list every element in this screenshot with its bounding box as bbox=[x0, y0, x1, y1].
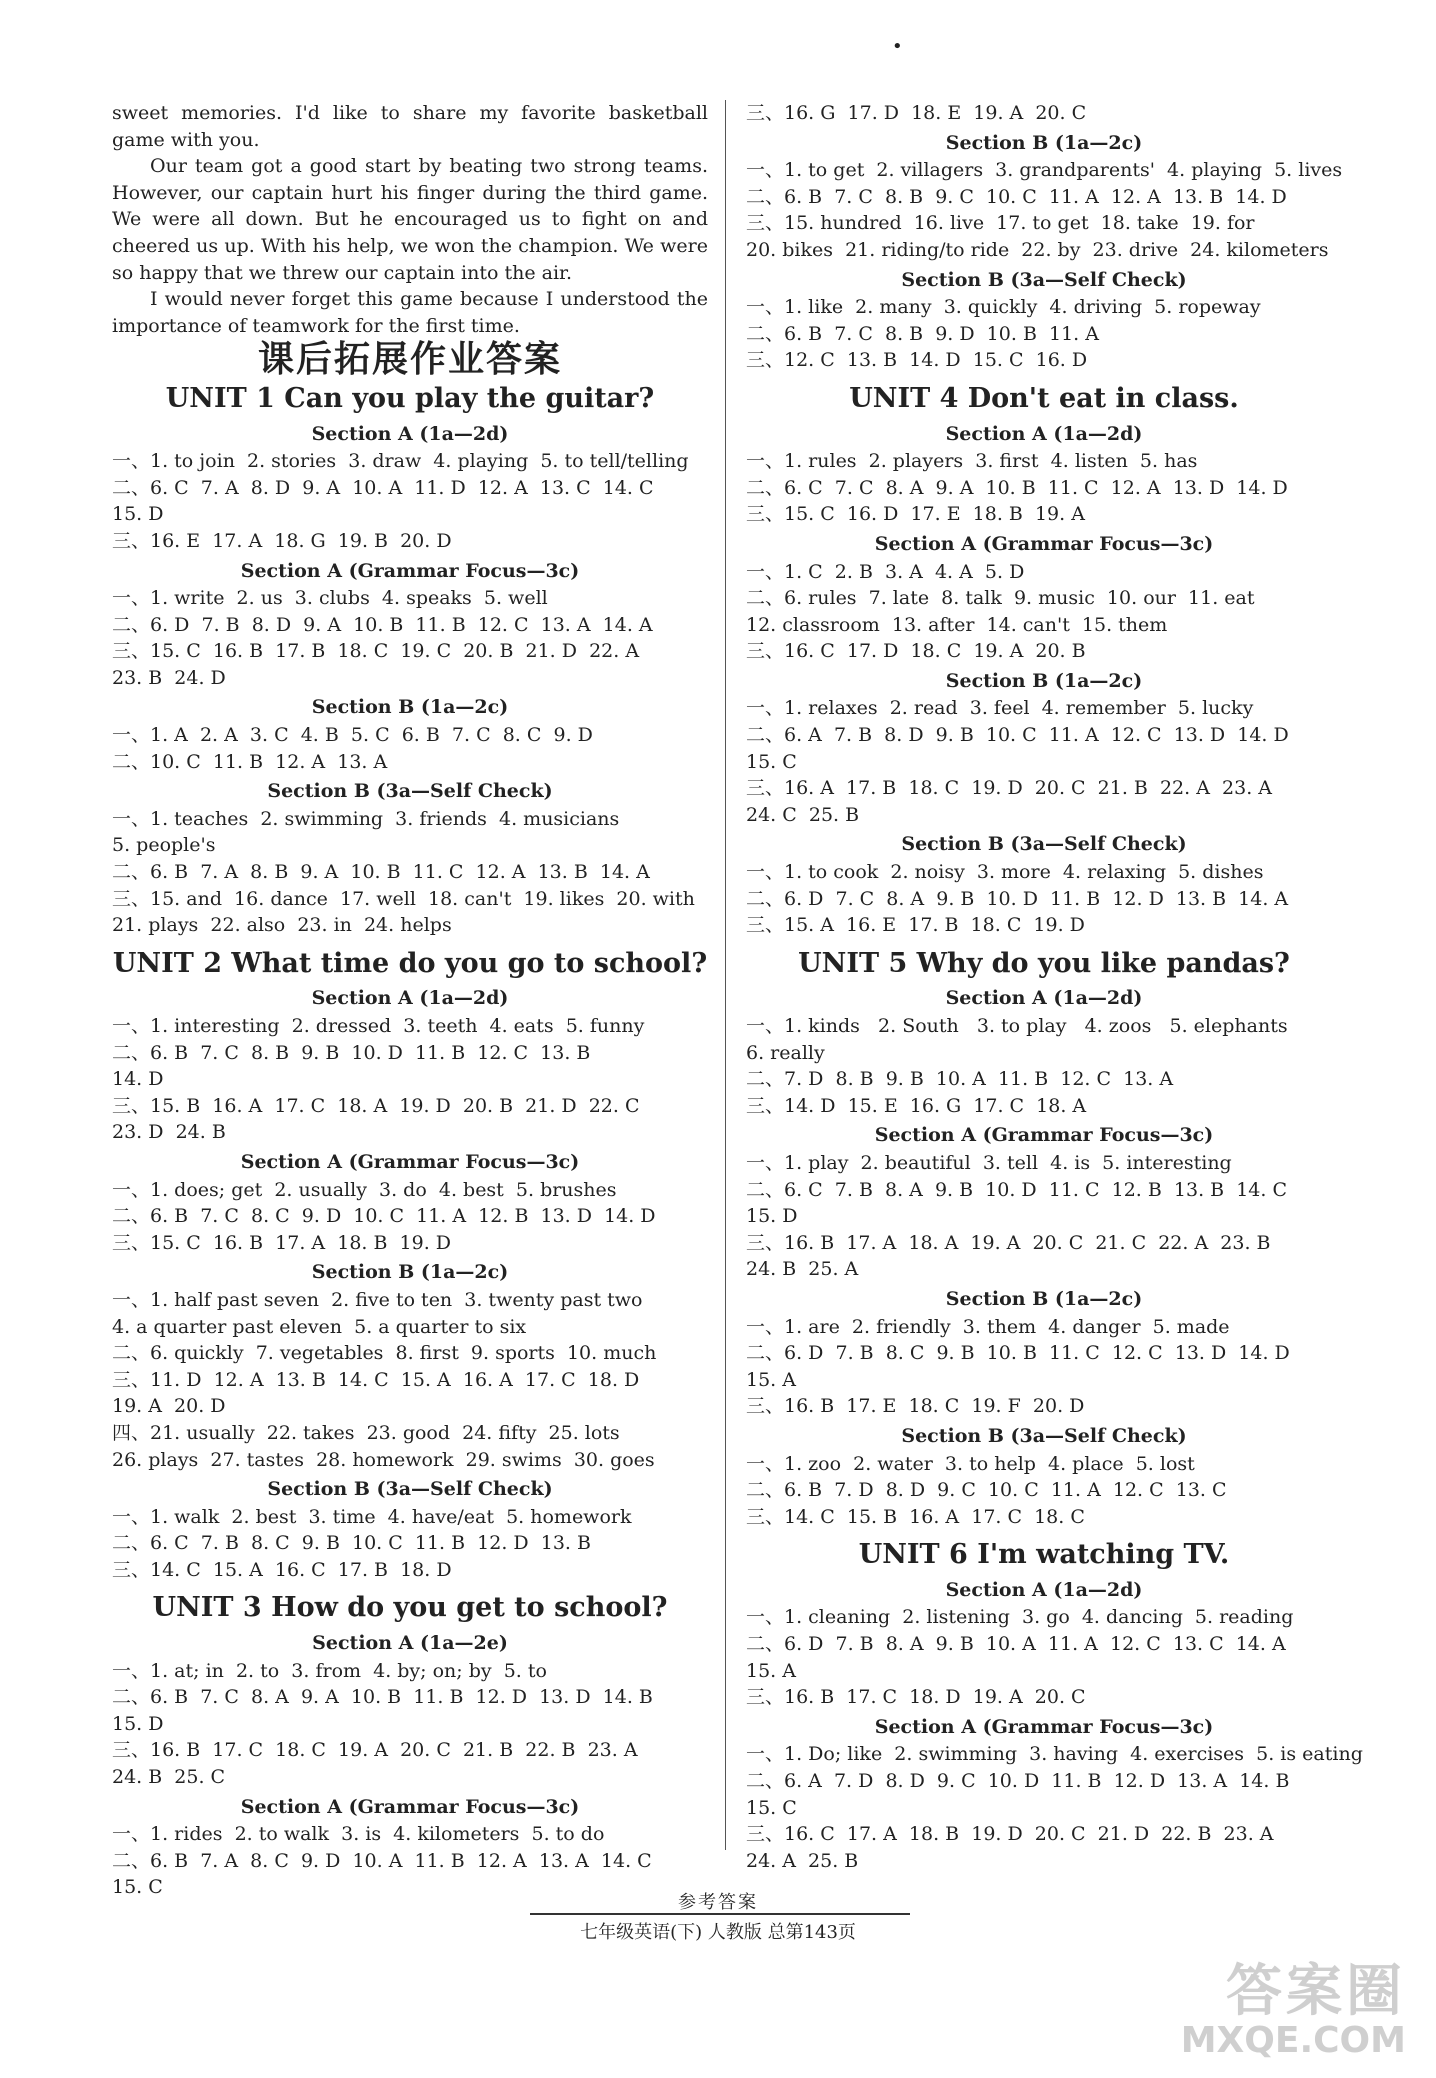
answer-line: 一、1. does; get 2. usually 3. do 4. best 5. brushes bbox=[112, 1178, 617, 1201]
answer-line: 三、16. G 17. D 18. E 19. A 20. C bbox=[746, 102, 1087, 124]
answer-line: 24. B 25. C bbox=[112, 1766, 226, 1789]
answer-line: 一、1. half past seven 2. five to ten 3. twenty past two bbox=[112, 1288, 643, 1311]
section-block bbox=[746, 531, 1342, 665]
unit-title: UNIT 2 What time do you go to school? bbox=[112, 947, 708, 979]
answer-line: 20. bikes 21. riding/to ride 22. by 23. drive 24. kilometers bbox=[746, 238, 1329, 261]
unit-block bbox=[746, 1539, 1363, 1874]
watermark-url: MXQE.COM bbox=[1180, 2020, 1406, 2062]
section-title: Section A (Grammar Focus—3c) bbox=[240, 1795, 580, 1818]
answer-line: 15. C bbox=[746, 750, 797, 773]
section-title: Section B (3a—Self Check) bbox=[901, 1424, 1187, 1447]
section-block bbox=[112, 1149, 708, 1256]
section-block bbox=[746, 1577, 1342, 1711]
unit-title: UNIT 1 Can you play the guitar? bbox=[165, 382, 655, 414]
answer-line: 一、1. to get 2. villagers 3. grandparents' 4. playing 5. lives bbox=[746, 159, 1343, 182]
footer-page-info: 七年级英语(下) 人教版 总第143页 bbox=[580, 1922, 856, 1943]
section-title: Section B (3a—Self Check) bbox=[267, 780, 553, 803]
section-block bbox=[112, 985, 708, 1146]
intro-paragraph-3: I would never forget this game because I understood the importance of teamwork for the first time. bbox=[112, 288, 708, 337]
section-title: Section B (1a—2c) bbox=[945, 1287, 1143, 1310]
unit-title: UNIT 4 Don't eat in class. bbox=[849, 382, 1239, 414]
answer-line: 三、12. C 13. B 14. D 15. C 16. D bbox=[746, 349, 1088, 372]
section-title: Section A (1a—2d) bbox=[945, 422, 1143, 445]
section-title: Section A (1a—2e) bbox=[312, 1632, 508, 1655]
answer-line: 23. D 24. B bbox=[112, 1121, 226, 1144]
answer-line: 三、16. B 17. E 18. C 19. F 20. D bbox=[746, 1395, 1085, 1418]
answer-line: 一、1. at; in 2. to 3. from 4. by; on; by 5. to bbox=[112, 1659, 547, 1682]
unit-block bbox=[746, 382, 1342, 939]
section-block bbox=[112, 1630, 708, 1791]
unit-title: UNIT 3 How do you get to school? bbox=[152, 1592, 668, 1624]
answer-line: 15. C bbox=[112, 1876, 163, 1899]
watermark-text: 答案圈 bbox=[1226, 1959, 1406, 2025]
top-dot: • bbox=[892, 36, 903, 57]
answer-line: 三、16. E 17. A 18. G 19. B 20. D bbox=[112, 529, 452, 552]
column-divider bbox=[725, 100, 726, 1850]
section-block bbox=[112, 1476, 708, 1583]
answer-line: 二、6. B 7. A 8. B 9. A 10. B 11. C 12. A 13. B 14. A bbox=[112, 861, 650, 884]
section-title: Section B (1a—2c) bbox=[945, 669, 1143, 692]
answer-line: 四、21. usually 22. takes 23. good 24. fifty 25. lots bbox=[112, 1421, 620, 1444]
unit-block bbox=[112, 1592, 708, 1901]
intro-paragraph-1: sweet memories. I'd like to share my favorite basketball game with you. bbox=[112, 102, 708, 151]
section-title: Section A (1a—2d) bbox=[945, 987, 1143, 1010]
answer-line: 三、16. B 17. A 18. A 19. A 20. C 21. C 22. A 23. B bbox=[746, 1231, 1271, 1254]
answer-line: 二、6. B 7. C 8. B 9. B 10. D 11. B 12. C 13. B bbox=[112, 1041, 591, 1064]
section-block bbox=[746, 668, 1342, 829]
answer-line: 二、6. C 7. B 8. A 9. B 10. D 11. C 12. B 13. B 14. C bbox=[746, 1178, 1287, 1201]
answer-line: 三、15. C 16. B 17. A 18. B 19. D bbox=[112, 1231, 452, 1254]
unit-block bbox=[746, 947, 1342, 1530]
unit-title: UNIT 6 I'm watching TV. bbox=[858, 1539, 1230, 1571]
answer-line: 一、1. kinds 2. South 3. to play 4. zoos 5. elephants bbox=[746, 1015, 1288, 1037]
section-block bbox=[112, 1259, 708, 1473]
section-title: Section B (3a—Self Check) bbox=[901, 833, 1187, 856]
answer-line: 24. B 25. A bbox=[746, 1258, 859, 1281]
section-block bbox=[746, 267, 1342, 374]
answer-line: 一、1. cleaning 2. listening 3. go 4. dancing 5. reading bbox=[746, 1606, 1294, 1629]
section-title: Section A (1a—2d) bbox=[945, 1578, 1143, 1601]
answer-line: 二、6. B 7. A 8. C 9. D 10. A 11. B 12. A 13. A 14. C bbox=[112, 1849, 652, 1872]
answer-line: 三、14. D 15. E 16. G 17. C 18. A bbox=[746, 1094, 1087, 1117]
answer-line: 三、15. A 16. E 17. B 18. C 19. D bbox=[746, 914, 1085, 937]
answer-line: 一、1. rules 2. players 3. first 4. listen 5. has bbox=[746, 450, 1198, 473]
answer-line: 23. B 24. D bbox=[112, 666, 226, 689]
answer-line: 二、7. D 8. B 9. B 10. A 11. B 12. C 13. A bbox=[746, 1068, 1174, 1091]
section-block bbox=[746, 421, 1342, 528]
answer-line: 一、1. are 2. friendly 3. them 4. danger 5. made bbox=[746, 1315, 1230, 1338]
answer-line: 二、6. D 7. B 8. C 9. B 10. B 11. C 12. C 13. D 14. D bbox=[746, 1342, 1290, 1365]
answer-line: 二、6. D 7. C 8. A 9. B 10. D 11. B 12. D 13. B 14. A bbox=[746, 887, 1289, 910]
answer-line: 三、16. A 17. B 18. C 19. D 20. C 21. B 22. A 23. A bbox=[746, 777, 1272, 800]
answer-line: 二、6. B 7. C 8. B 9. C 10. C 11. A 12. A 13. B 14. D bbox=[746, 185, 1287, 208]
section-title: Section B (3a—Self Check) bbox=[267, 1478, 553, 1501]
answer-line: 6. really bbox=[746, 1041, 825, 1064]
page-title: 课后拓展作业答案 bbox=[257, 339, 562, 381]
answer-line: 三、14. C 15. A 16. C 17. B 18. D bbox=[112, 1558, 452, 1581]
answer-line: 15. D bbox=[112, 503, 164, 526]
answer-line: 24. C 25. B bbox=[746, 803, 860, 826]
answer-line: 一、1. zoo 2. water 3. to help 4. place 5. lost bbox=[746, 1452, 1195, 1475]
left-units bbox=[112, 382, 708, 1901]
answer-line: 二、6. quickly 7. vegetables 8. first 9. sports 10. much bbox=[112, 1342, 657, 1365]
section-title: Section A (1a—2d) bbox=[311, 422, 509, 445]
unit-title: UNIT 5 Why do you like pandas? bbox=[798, 947, 1290, 979]
section-block bbox=[746, 1122, 1342, 1283]
right-column bbox=[746, 100, 1363, 1874]
answer-line: 一、1. like 2. many 3. quickly 4. driving 5. ropeway bbox=[746, 296, 1261, 319]
answer-line: 二、6. C 7. A 8. D 9. A 10. A 11. D 12. A 13. C 14. C bbox=[112, 476, 654, 499]
answer-line: 二、6. A 7. B 8. D 9. B 10. C 11. A 12. C 13. D 14. D bbox=[746, 724, 1289, 747]
section-title: Section B (1a—2c) bbox=[311, 1261, 509, 1284]
answer-line: 4. a quarter past eleven 5. a quarter to six bbox=[112, 1315, 527, 1338]
answer-line: 三、16. B 17. C 18. C 19. A 20. C 21. B 22. B 23. A bbox=[112, 1739, 638, 1762]
answer-line: 26. plays 27. tastes 28. homework 29. swims 30. goes bbox=[112, 1448, 655, 1471]
answer-line: 一、1. to join 2. stories 3. draw 4. playing 5. to tell/telling bbox=[112, 450, 689, 473]
section-block bbox=[112, 421, 708, 555]
unit-block bbox=[112, 947, 708, 1584]
answer-line: 三、15. C 16. B 17. B 18. C 19. C 20. B 21. D 22. A bbox=[112, 640, 640, 663]
section-block bbox=[746, 1714, 1363, 1875]
left-column bbox=[112, 100, 708, 1901]
answer-line: 三、16. C 17. D 18. C 19. A 20. B bbox=[746, 640, 1086, 663]
answer-line: 一、1. rides 2. to walk 3. is 4. kilometers 5. to do bbox=[112, 1823, 605, 1846]
answer-line: 三、16. B 17. C 18. D 19. A 20. C bbox=[746, 1686, 1086, 1709]
section-block bbox=[112, 1794, 708, 1901]
answer-line: 二、6. C 7. B 8. C 9. B 10. C 11. B 12. D 13. B bbox=[112, 1532, 591, 1555]
answer-line: 一、1. relaxes 2. read 3. feel 4. remember 5. lucky bbox=[746, 697, 1254, 720]
answer-line: 一、1. Do; like 2. swimming 3. having 4. exercises 5. is eating bbox=[746, 1743, 1363, 1766]
right-units bbox=[746, 382, 1363, 1874]
answer-line: 19. A 20. D bbox=[112, 1395, 226, 1418]
section-title: Section A (Grammar Focus—3c) bbox=[240, 1150, 580, 1173]
section-title: Section A (Grammar Focus—3c) bbox=[874, 1124, 1214, 1147]
answer-line: 12. classroom 13. after 14. can't 15. them bbox=[746, 613, 1168, 636]
answer-line: 三、15. C 16. D 17. E 18. B 19. A bbox=[746, 503, 1085, 526]
section-title: Section B (1a—2c) bbox=[945, 131, 1143, 154]
answer-line: 14. D bbox=[112, 1068, 164, 1091]
section-title: Section A (Grammar Focus—3c) bbox=[874, 532, 1214, 555]
answer-line: 24. A 25. B bbox=[746, 1849, 859, 1872]
answer-line: 二、6. B 7. D 8. D 9. C 10. C 11. A 12. C 13. C bbox=[746, 1479, 1227, 1502]
section-title: Section A (Grammar Focus—3c) bbox=[240, 559, 580, 582]
answer-line: 一、1. A 2. A 3. C 4. B 5. C 6. B 7. C 8. C 9. D bbox=[112, 724, 593, 747]
section-block bbox=[112, 558, 708, 692]
answer-line: 二、6. D 7. B 8. D 9. A 10. B 11. B 12. C 13. A 14. A bbox=[112, 613, 653, 636]
intro-paragraph-2: Our team got a good start by beating two strong teams. However, our captain hurt his finger during the third game. We were all down. But he encouraged us to fight on and cheered us up. With his help, we won the champion. We were so happy that we threw our captain into the air. bbox=[112, 155, 708, 284]
section-block bbox=[746, 1286, 1342, 1420]
section-block bbox=[746, 130, 1342, 264]
section-title: Section A (1a—2d) bbox=[311, 987, 509, 1010]
answer-line: 一、1. walk 2. best 3. time 4. have/eat 5. homework bbox=[112, 1505, 632, 1528]
answer-line: 一、1. to cook 2. noisy 3. more 4. relaxing 5. dishes bbox=[746, 861, 1264, 884]
section-title: Section B (1a—2c) bbox=[311, 696, 509, 719]
answer-line: 二、6. rules 7. late 8. talk 9. music 10. our 11. eat bbox=[746, 587, 1255, 610]
answer-line: 15. A bbox=[746, 1368, 796, 1391]
answer-line: 一、1. teaches 2. swimming 3. friends 4. musicians bbox=[112, 807, 620, 830]
section-block bbox=[746, 831, 1342, 938]
footer-label: 参考答案 bbox=[678, 1892, 758, 1913]
answer-line: 二、6. D 7. B 8. A 9. B 10. A 11. A 12. C 13. C 14. A bbox=[746, 1633, 1286, 1656]
watermark-logo bbox=[1180, 1959, 1406, 2062]
unit-block bbox=[112, 382, 708, 939]
answer-line: 一、1. write 2. us 3. clubs 4. speaks 5. well bbox=[112, 587, 548, 610]
answer-line: 二、6. C 7. C 8. A 9. A 10. B 11. C 12. A 13. D 14. D bbox=[746, 476, 1288, 499]
answer-line: 三、15. and 16. dance 17. well 18. can't 19. likes 20. with bbox=[112, 887, 695, 910]
answer-line: 三、11. D 12. A 13. B 14. C 15. A 16. A 17. C 18. D bbox=[112, 1368, 640, 1391]
unit3-continued bbox=[746, 100, 1342, 374]
answer-line: 二、6. B 7. C 8. A 9. A 10. B 11. B 12. D 13. D 14. B bbox=[112, 1686, 653, 1709]
section-block bbox=[746, 1423, 1342, 1530]
answer-line: 三、15. B 16. A 17. C 18. A 19. D 20. B 21. D 22. C bbox=[112, 1094, 640, 1117]
answer-line: 21. plays 22. also 23. in 24. helps bbox=[112, 914, 452, 937]
answer-line: 三、16. C 17. A 18. B 19. D 20. C 21. D 22. B 23. A bbox=[746, 1823, 1274, 1846]
answer-line: 二、6. B 7. C 8. C 9. D 10. C 11. A 12. B 13. D 14. D bbox=[112, 1205, 656, 1228]
answer-line: 二、10. C 11. B 12. A 13. A bbox=[112, 750, 388, 773]
answer-line: 15. D bbox=[746, 1205, 798, 1228]
answer-line: 5. people's bbox=[112, 834, 216, 857]
answer-line: 15. A bbox=[746, 1659, 796, 1682]
section-block bbox=[112, 694, 708, 775]
answer-line: 三、14. C 15. B 16. A 17. C 18. C bbox=[746, 1505, 1085, 1528]
answer-line: 15. D bbox=[112, 1712, 164, 1735]
answer-line: 一、1. C 2. B 3. A 4. A 5. D bbox=[746, 560, 1025, 583]
answer-line: 二、6. B 7. C 8. B 9. D 10. B 11. A bbox=[746, 322, 1099, 345]
section-block bbox=[112, 778, 708, 939]
answer-line: 15. C bbox=[746, 1796, 797, 1819]
section-title: Section B (3a—Self Check) bbox=[901, 268, 1187, 291]
footer-rule bbox=[530, 1913, 910, 1915]
answer-line: 二、6. A 7. D 8. D 9. C 10. D 11. B 12. D 13. A 14. B bbox=[746, 1770, 1290, 1793]
section-block bbox=[746, 985, 1342, 1119]
section-title: Section A (Grammar Focus—3c) bbox=[874, 1715, 1214, 1738]
answer-line: 三、15. hundred 16. live 17. to get 18. take 19. for bbox=[746, 212, 1255, 235]
answer-line: 一、1. play 2. beautiful 3. tell 4. is 5. interesting bbox=[746, 1151, 1232, 1174]
answer-line: 一、1. interesting 2. dressed 3. teeth 4. eats 5. funny bbox=[112, 1015, 645, 1037]
